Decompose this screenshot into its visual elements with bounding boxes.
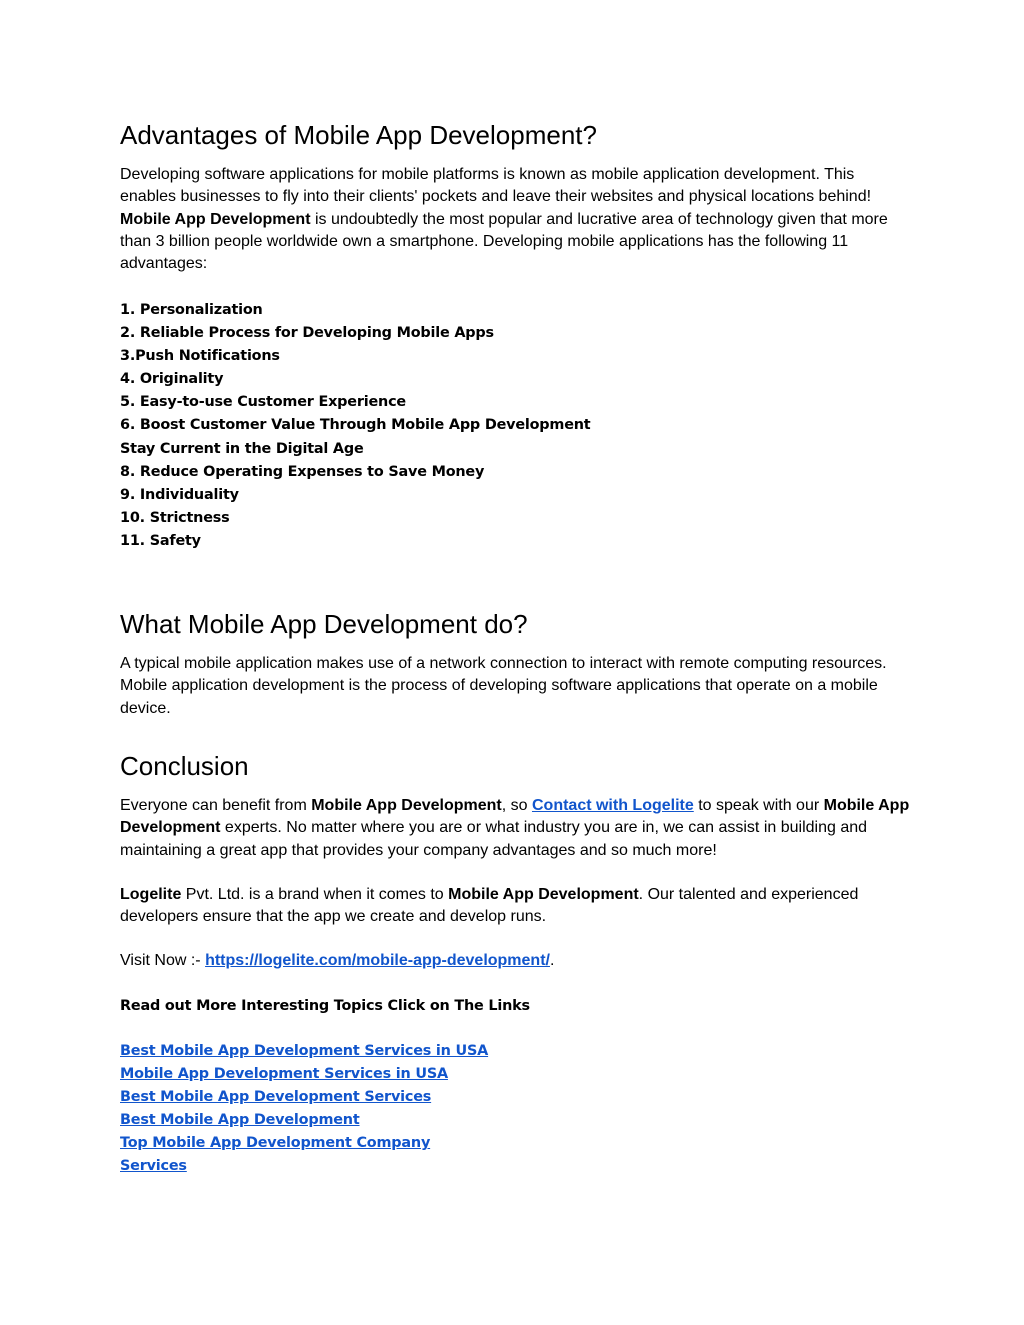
list-item: Stay Current in the Digital Age [120, 440, 364, 457]
heading-advantages: Advantages of Mobile App Development? [120, 120, 597, 150]
conclusion-text: , so [501, 797, 532, 814]
logelite-bold: Logelite [120, 886, 182, 903]
related-link[interactable]: Best Mobile App Development Services in USA [120, 1043, 489, 1059]
related-links-list [120, 1040, 488, 1179]
heading-conclusion: Conclusion [120, 751, 249, 781]
list-item: 10. Strictness [120, 509, 230, 526]
related-link[interactable]: Top Mobile App Development Company [120, 1135, 431, 1152]
intro-text-1: Developing software applications for mobile platforms is known as mobile application development. This enables businesses to fly into their clients' pockets and leave their websites and physical locations behind! [120, 166, 872, 206]
related-link[interactable]: Best Mobile App Development [120, 1112, 360, 1129]
conclusion-bold: Mobile App Development [448, 886, 639, 903]
conclusion-paragraph-2 [120, 884, 910, 929]
what-paragraph: A typical mobile application makes use of a network connection to interact with remote computing resources. Mobile application development is the process of developing software applications that operate on a mobile device. [120, 655, 887, 717]
list-item [120, 1086, 488, 1109]
conclusion-text: Everyone can benefit from [120, 797, 312, 814]
intro-bold: Mobile App Development [120, 210, 311, 228]
list-item: 11. Safety [120, 532, 201, 549]
related-link[interactable]: Best Mobile App Development Services [120, 1089, 432, 1106]
visit-now-line [120, 950, 910, 972]
visit-end: . [549, 952, 555, 969]
related-link[interactable]: Mobile App Development Services in USA [120, 1066, 448, 1083]
heading-what-mobile-app: What Mobile App Development do? [120, 609, 528, 639]
conclusion-bold: Mobile App Development [120, 797, 910, 837]
list-item: 2. Reliable Process for Developing Mobile Apps [120, 325, 494, 342]
list-item: 8. Reduce Operating Expenses to Save Money [120, 463, 485, 480]
intro-text-2: is undoubtedly the most popular and lucrative area of technology given that more than 3 billion people worldwide own a smartphone. Developing mobile applications has the following 11 advantages: [120, 210, 888, 273]
visit-label: Visit Now :- [120, 952, 206, 969]
list-item: 5. Easy-to-use Customer Experience [120, 394, 406, 411]
list-item: 3.Push Notifications [120, 348, 280, 365]
conclusion-bold: Mobile App Development [311, 797, 502, 814]
advantages-list [120, 299, 590, 553]
list-item [120, 1155, 488, 1178]
list-item [120, 1132, 488, 1155]
list-item: 4. Originality [120, 371, 224, 388]
conclusion-text: experts. No matter where you are or what industry you are in, we can assist in building and maintaining a great app that provides your company advantages and so much more! [120, 819, 868, 859]
list-item [120, 1109, 488, 1132]
list-item: 1. Personalization [120, 302, 263, 318]
intro-paragraph [120, 164, 910, 275]
read-more-heading: Read out More Interesting Topics Click on The Links [120, 998, 530, 1014]
list-item: 9. Individuality [120, 486, 239, 503]
list-item [120, 1063, 488, 1086]
conclusion-text: Pvt. Ltd. is a brand when it comes to [181, 886, 449, 903]
list-item: 6. Boost Customer Value Through Mobile App Development [120, 417, 591, 434]
conclusion-text: . Our talented and experienced developers ensure that the app we create and develop runs. [120, 886, 859, 926]
visit-url-link[interactable]: https://logelite.com/mobile-app-development/ [205, 952, 550, 969]
conclusion-paragraph-1 [120, 795, 910, 862]
related-link[interactable]: Services [120, 1158, 187, 1175]
list-item [120, 1040, 488, 1063]
conclusion-text: to speak with our [693, 797, 824, 814]
contact-logelite-link[interactable]: Contact with Logelite [531, 797, 694, 814]
